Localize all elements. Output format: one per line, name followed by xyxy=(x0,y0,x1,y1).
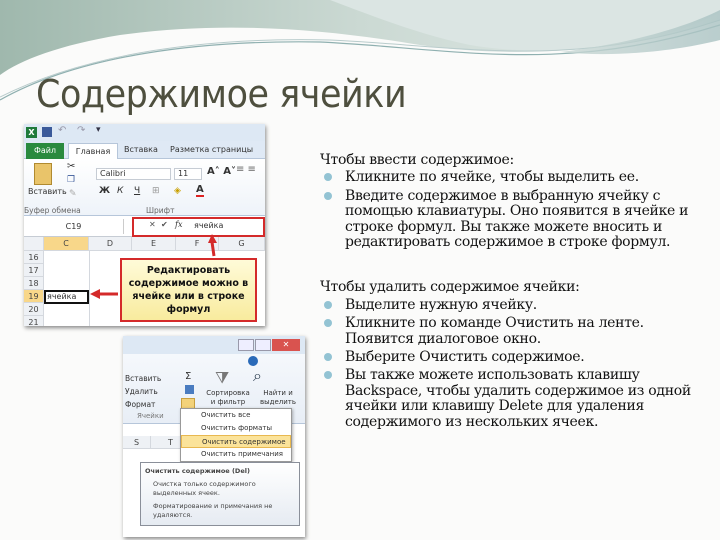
find-icon[interactable]: ⌕ xyxy=(253,366,262,385)
callout-box: Редактировать содержимое можно в ячейке или в строке формул xyxy=(120,258,257,322)
bullet-icon xyxy=(324,371,332,379)
list-item-text: Кликните по команде Очистить на ленте. Появится диалоговое окно. xyxy=(345,315,644,347)
row-header[interactable]: 21 xyxy=(24,316,44,326)
list-item-text: Кликните по ячейке, чтобы выделить ее. xyxy=(345,169,639,186)
copy-icon[interactable]: ❐ xyxy=(67,175,76,185)
italic-button[interactable]: К xyxy=(117,186,124,196)
enter-steps-list xyxy=(320,170,700,250)
window-titlebar xyxy=(123,336,305,354)
list-item xyxy=(320,170,700,185)
list-item-text: Введите содержимое в выбранную ячейку с помощью клавиатуры. Оно появится в ячейке и строке формул. Вы также можете вносить и редактировать содержимое в строке формул. xyxy=(345,187,689,251)
active-cell-c19[interactable]: ячейка xyxy=(44,290,89,304)
column-header[interactable]: D xyxy=(89,237,132,251)
tab-file[interactable]: Файл xyxy=(26,143,64,159)
list-item-text: Выберите Очистить содержимое. xyxy=(345,349,585,366)
delete-heading: Чтобы удалить содержимое ячейки: xyxy=(320,279,580,296)
redo-icon[interactable]: ↷ xyxy=(77,125,86,136)
menu-item-clear-formats[interactable]: Очистить форматы xyxy=(201,424,272,432)
format-cells-button[interactable]: Формат xyxy=(125,400,156,409)
list-item xyxy=(320,316,700,347)
group-clipboard-label: Буфер обмена xyxy=(24,206,81,215)
column-header[interactable]: C xyxy=(44,237,89,251)
tab-home[interactable]: Главная xyxy=(68,143,118,160)
autosum-icon[interactable]: Σ xyxy=(185,371,192,382)
excel-formula-bar-screenshot xyxy=(24,124,265,326)
arrow-to-formula-bar xyxy=(212,242,214,256)
fill-icon[interactable] xyxy=(185,385,194,394)
list-item-text: Вы также можете использовать клавишу Backspace, чтобы удалить содержимое из одной ячейки или клавишу Delete для удаления содержимого из нескольких ячеек. xyxy=(345,367,691,430)
list-item xyxy=(320,350,700,365)
menu-item-clear-contents[interactable]: Очистить содержимое xyxy=(181,435,291,448)
arrowhead-up xyxy=(208,234,217,243)
row-header[interactable]: 20 xyxy=(24,303,44,316)
clear-dropdown-menu xyxy=(180,408,292,462)
delete-cells-button[interactable]: Удалить xyxy=(125,387,158,396)
row-header[interactable]: 16 xyxy=(24,251,44,264)
sort-filter-button[interactable]: Сортировка и фильтр xyxy=(206,389,250,406)
excel-clear-menu-screenshot xyxy=(123,336,305,537)
font-size-select[interactable]: 11 xyxy=(174,168,202,180)
column-header[interactable]: T xyxy=(151,436,191,449)
menu-item-clear-comments[interactable]: Очистить примечания xyxy=(201,450,284,458)
insert-cells-button[interactable]: Вставить xyxy=(125,374,162,383)
bullet-icon xyxy=(324,319,332,327)
column-header[interactable]: S xyxy=(123,436,151,449)
cut-icon[interactable]: ✂ xyxy=(67,161,76,172)
list-item xyxy=(320,298,700,313)
paste-button[interactable]: Вставить xyxy=(28,187,67,196)
slide-body xyxy=(320,153,700,433)
list-item-text: Выделите нужную ячейку. xyxy=(345,296,537,313)
help-icon[interactable] xyxy=(248,356,258,366)
slide-title: Содержимое ячейки xyxy=(36,72,407,116)
group-font-label: Шрифт xyxy=(146,206,175,215)
enter-icon[interactable]: ✔ xyxy=(161,220,168,229)
grow-font-icon[interactable]: A˄ A˅ xyxy=(207,166,236,177)
underline-button[interactable]: Ч xyxy=(134,186,141,196)
maximize-button[interactable] xyxy=(255,339,271,351)
font-color-icon[interactable]: A xyxy=(196,184,204,195)
customize-toolbar-icon[interactable]: ▾ xyxy=(96,125,101,135)
name-box[interactable]: C19 xyxy=(24,219,124,234)
arrowhead-left xyxy=(90,289,100,299)
row-header[interactable]: 17 xyxy=(24,264,44,277)
font-name-select[interactable]: Calibri xyxy=(96,168,171,180)
borders-icon[interactable]: ⊞ xyxy=(152,186,160,196)
tooltip xyxy=(140,462,300,526)
formula-input[interactable]: ячейка xyxy=(194,221,224,230)
bullet-icon xyxy=(324,192,332,200)
close-button[interactable]: ✕ xyxy=(272,339,300,351)
enter-heading: Чтобы ввести содержимое: xyxy=(320,152,514,168)
cancel-icon[interactable]: ✕ xyxy=(149,220,156,229)
find-select-button[interactable]: Найти и выделить xyxy=(259,389,297,406)
align-icon[interactable]: ≡ ≡ xyxy=(236,164,256,175)
list-item xyxy=(320,368,700,430)
list-item xyxy=(320,189,700,251)
bullet-icon xyxy=(324,353,332,361)
tooltip-title: Очистить содержимое (Del) xyxy=(145,467,250,475)
tab-insert[interactable]: Вставка xyxy=(124,145,158,154)
undo-icon[interactable]: ↶ xyxy=(58,125,67,136)
bullet-icon xyxy=(324,301,332,309)
callout-arrows xyxy=(24,124,265,326)
group-cells-label: Ячейки xyxy=(137,412,164,420)
format-painter-icon[interactable]: ✎ xyxy=(69,189,77,199)
tooltip-description: Очистка только содержимого выделенных ячеек. xyxy=(153,480,256,497)
column-header[interactable]: E xyxy=(132,237,176,251)
delete-steps-list xyxy=(320,298,700,430)
insert-function-button[interactable]: fx xyxy=(175,220,183,229)
bullet-icon xyxy=(324,173,332,181)
tab-page-layout[interactable]: Разметка страницы xyxy=(170,145,254,154)
column-header[interactable]: G xyxy=(219,237,265,251)
bold-button[interactable]: Ж xyxy=(99,186,111,196)
excel-logo-icon: X xyxy=(26,127,37,138)
row-header[interactable]: 19 xyxy=(24,290,44,303)
tooltip-note: Форматирование и примечания не удаляются. xyxy=(153,502,273,519)
fill-color-icon[interactable]: ◈ xyxy=(174,186,181,196)
column-header[interactable]: F xyxy=(176,237,219,251)
minimize-button[interactable] xyxy=(238,339,254,351)
row-header[interactable]: 18 xyxy=(24,277,44,290)
sort-filter-icon[interactable]: ⧩ xyxy=(215,368,230,387)
menu-item-clear-all[interactable]: Очистить все xyxy=(201,411,251,419)
